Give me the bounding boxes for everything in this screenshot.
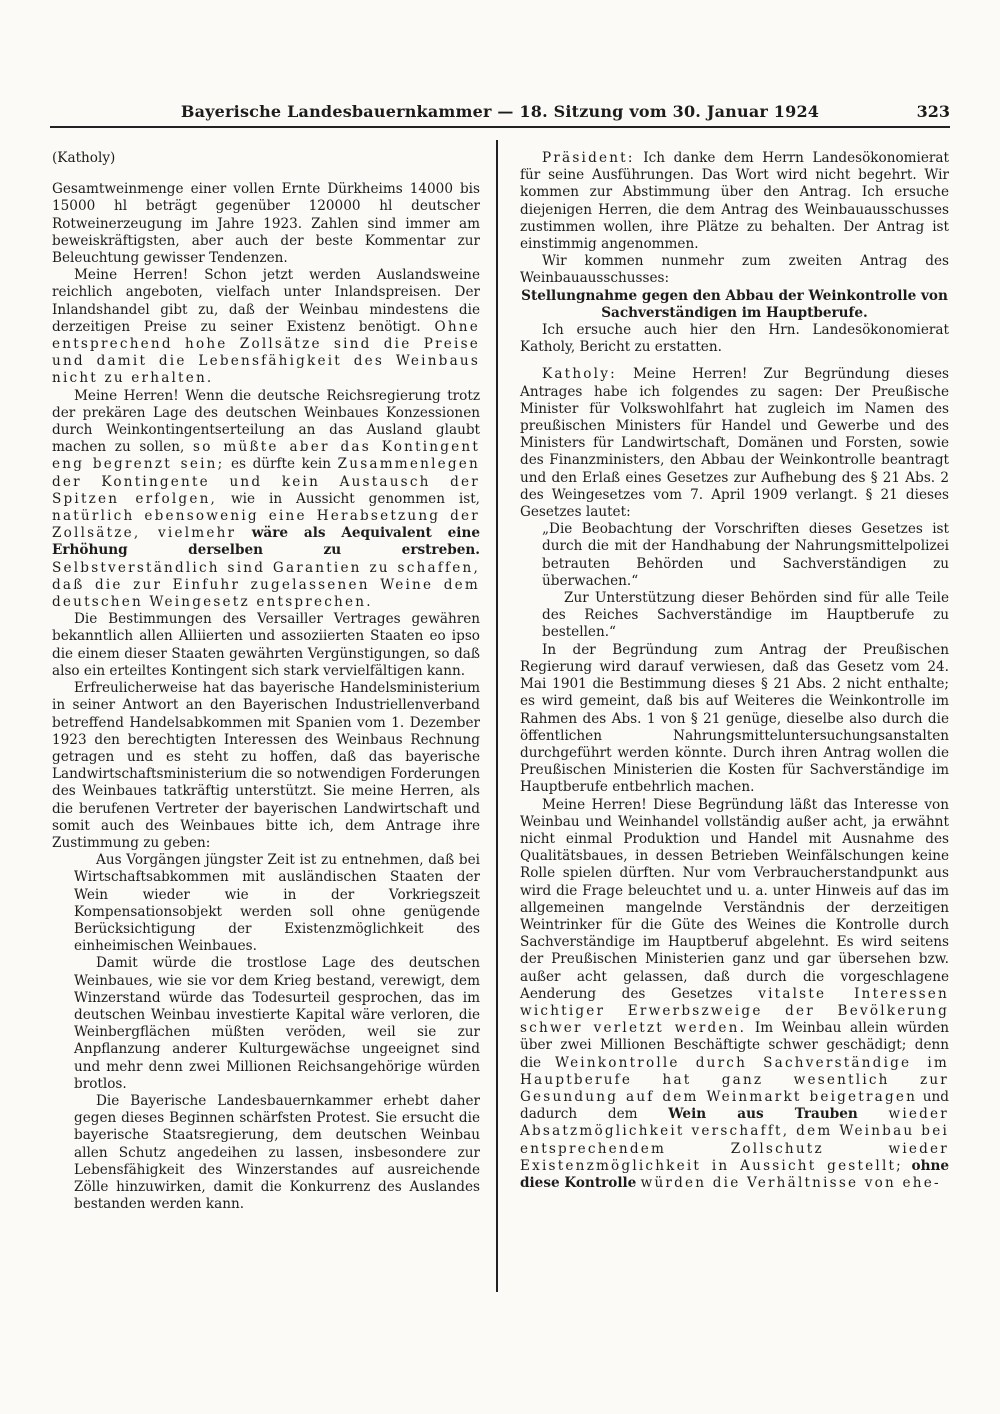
paragraph: Wir kommen nunmehr zum zweiten Antrag des Weinbauausschusses: (520, 253, 949, 287)
header-rule (50, 126, 950, 128)
bold-text: Wein aus Trauben (668, 1106, 858, 1123)
text-run: Meine Herren! Diese Begründung läßt das Interesse von Weinbau und Weinhandel vollständig außer acht, ja erwähnt nicht einmal Produktion und Handel mit Ausnahme des Qualitätsbaues, in dessen Betrieben Weinfälschungen keine Rolle spielen dürften. Nur vom Verbraucherstandpunkt aus wird die Frage beleuchtet und u. a. unter Hinweis auf das im allgemeinen mangelnde Verständnis der derzeitigen Weintrinker für die Güte des Weines die Kontrolle durch Sachverständige im Hauptberuf abgelehnt. Es wird seitens der Preußischen Ministerien ganz und gar übersehen bzw. außer acht gelassen, daß durch die vorgeschlagene Aenderung des Gesetzes (520, 796, 949, 1002)
paragraph: Erfreulicherweise hat das bayerische Handelsministerium in seiner Antwort an den Bayerischen Industriellenverband betreffend Handelsabkommen mit Spanien vom 1. Dezember 1923 den berechtigten Interessen des Weinbaus Rechnung getragen und es steht zu hoffen, daß das bayerische Landwirtschaftsministerium die so notwendigen Forderungen des Weinbaues tatkräftig unterstützt. Sie meine Herren, als die berufenen Vertreter der bayerischen Landwirtschaft und somit auch des Weinbaues bitte ich, dem Antrage ihre Zustimmung zu geben: (52, 680, 480, 851)
emphasis-text: vitalste Interessen wichtiger Erwerbszweige der Bevölkerung schwer verletzt werden. (520, 985, 950, 1037)
emphasis-text: wieder Absatzmöglichkeit verschafft, dem Weinbau bei entsprechendem Zollschutz wieder Existenzmöglichkeit in Aussicht gestellt; (520, 1106, 950, 1174)
speaker-tag: (Katholy) (52, 150, 116, 166)
paragraph (520, 797, 949, 1193)
emphasis-text: Zusammenlegen der Kontingente und kein Austausch der Spitzen erfolgen, (52, 456, 480, 507)
emphasis-text: Selbstverständlich sind Garantien zu schaffen, daß die zur Einfuhr zugelassenen Weine dem deutschen Weingesetz entsprechen. (52, 559, 480, 611)
speaker-name: Katholy: (542, 366, 617, 383)
right-column (520, 150, 949, 1192)
quotation: Zur Unterstützung dieser Behörden sind für alle Teile des Reiches Sachverständige im Hauptberufe zu bestellen.“ (542, 590, 949, 641)
running-title: Bayerische Landesbauernkammer — 18. Sitzung vom 30. Januar 1924 (180, 102, 820, 121)
paragraph (520, 150, 949, 253)
paragraph: In der Begründung zum Antrag der Preußischen Regierung wird darauf verwiesen, daß das Gesetz vom 24. Mai 1901 die Bestimmung dieses § 21 Abs. 2 nicht enthalte; es wird gemeint, daß bis auf Weiteres die Weinkontrolle im Rahmen des Abs. 1 von § 21 genüge, dieselbe also durch die öffentlichen Nahrungsmitteluntersuchungsanstalten durchgeführt werden könnte. Durch ihren Antrag wollen die Preußischen Ministerien die Kosten für Sachverständige im Hauptberufe entbehrlich machen. (520, 641, 949, 796)
paragraph: Ich ersuche auch hier den Hrn. Landesökonomierat Katholy, Bericht zu erstatten. (520, 322, 949, 356)
text-run: Im Weinbau allein würden über zwei Millionen Beschäftigte schwer geschädigt; denn die (520, 1020, 949, 1071)
motion-heading: Stellungnahme gegen den Abbau der Weinkontrolle von Sachverständigen im Hauptberufe. (521, 287, 948, 321)
bold-text: wäre als Aequivalent eine Erhöhung derselben zu erstreben. (52, 525, 480, 559)
bold-text: ohne diese Kontrolle (520, 1157, 949, 1191)
speaker-name: Präsident: (542, 150, 635, 166)
text-run: wie in Aussicht genommen ist, (231, 490, 480, 507)
quotation: „Die Beobachtung der Vorschriften dieses Gesetzes ist durch die mit der Handhabung der Nahrungsmittelpolizei betrauten Behörden und Sachverständigen zu überwachen.“ (542, 521, 949, 589)
resolution-paragraph: Aus Vorgängen jüngster Zeit ist zu entnehmen, daß bei Wirtschaftsabkommen mit ausländischen Staaten der Wein wieder wie in der Vorkriegszeit Kompensationsobjekt werden soll ohne genügende Berücksichtigung der Existenzmöglichkeit des einheimischen Weinbaues. (74, 852, 480, 955)
emphasis-text: natürlich ebensowenig eine Herabsetzung der Zollsätze, vielmehr (52, 508, 480, 542)
column-divider (496, 140, 498, 1292)
left-column (52, 150, 480, 1213)
emphasis-text: würden die Verhältnisse von ehe- (640, 1174, 941, 1191)
page-number: 323 (916, 102, 950, 121)
paragraph (52, 267, 480, 387)
resolution-paragraph: Damit würde die trostlose Lage des deutschen Weinbaues, wie sie vor dem Krieg bestand, verewigt, dem Winzerstand würde das Todesurteil gesprochen, das im deutschen Weinbau investierte Kapital wäre verloren, die Weinbergflächen müßten veröden, weil sie zur Anpflanzung anderer Kulturgewächse ungeeignet sind und mehr denn zwei Millionen Reichsangehörige würden brotlos. (74, 955, 480, 1092)
page-header (50, 102, 950, 128)
paragraph: Die Bestimmungen des Versailler Vertrages gewähren bekanntlich allen Alliierten und assoziierten Staaten eo ipso die einem dieser Staaten gewährten Vergünstigungen, so daß also ein erteiltes Kontingent sich stark vervielfältigen kann. (52, 611, 480, 679)
spacer (520, 356, 949, 366)
text-run: es dürfte kein (230, 456, 332, 473)
emphasis-text: Weinkontrolle durch Sachverständige im Hauptberufe hat ganz wesentlich zur Gesundung auf dem Weinmarkt beigetragen (520, 1054, 949, 1105)
resolution-paragraph: Die Bayerische Landesbauernkammer erhebt daher gegen dieses Beginnen schärfsten Protest. Sie ersucht die bayerische Staatsregierung, dem deutschen Weinbau allen Schutz angedeihen zu lassen, insbesondere zur Lebensfähigkeit des Winzerstandes auf ausreichende Zölle hinzuwirken, damit die Konkurrenz des Auslandes bestanden werden kann. (74, 1092, 480, 1213)
paragraph (520, 366, 949, 521)
emphasis-text: so müßte aber das Kontingent eng begrenzt sein; (52, 439, 480, 473)
paragraph: Gesamtweinmenge einer vollen Ernte Dürkheims 14000 bis 15000 hl beträgt gegenüber 120000 hl deutscher Rotweinerzeugung im Jahre 1923. Zahlen sind immer am beweiskräftigsten, aber auch der beste Kommentar zur Beleuchtung gewisser Tendenzen. (52, 181, 480, 267)
text-run: Meine Herren! Zur Begründung dieses Antrages habe ich folgendes zu sagen: Der Preußische Minister für Volkswohlfahrt hat zugleich im Namen des preußischen Ministers für Handel und Gewerbe und des Ministers für Landwirtschaft, Domänen und Forsten, sowie des Finanzministers, den Abbau der Weinkontrolle beantragt und den Erlaß eines Gesetzes zur Aufhebung des § 21 Abs. 2 des Weingesetzes vom 7. April 1909 verlangt. § 21 dieses Gesetzes lautet: (520, 366, 949, 521)
text-run: Meine Herren! Wenn die deutsche Reichsregierung trotz der prekären Lage des deutschen Weinbaues Konzessionen durch Weinkontingentserteilung an das Ausland glaubt machen zu sollen, (52, 387, 480, 456)
emphasis-text: Ohne entsprechend hohe Zollsätze sind die Preise und damit die Lebensfähigkeit des Weinbaus nicht zu erhalten. (52, 318, 480, 387)
text-run: Ich danke dem Herrn Landesökonomierat für seine Ausführungen. Das Wort wird nicht begehrt. Wir kommen zur Abstimmung über den Antrag. Ich ersuche diejenigen Herren, die dem Antrag des Weinbauausschusses zustimmen wollen, ihre Plätze zu behalten. Der Antrag ist einstimmig angenommen. (520, 150, 950, 253)
text-run: Meine Herren! Schon jetzt werden Auslandsweine reichlich angeboten, vielfach unter Inlandspreisen. Der Inlandshandel gibt zu, daß der Weinbau mindestens die derzeitigen Preise zu seiner Existenz benötigt. (52, 267, 480, 335)
paragraph (52, 388, 480, 612)
text-run: und dadurch dem (520, 1088, 950, 1123)
